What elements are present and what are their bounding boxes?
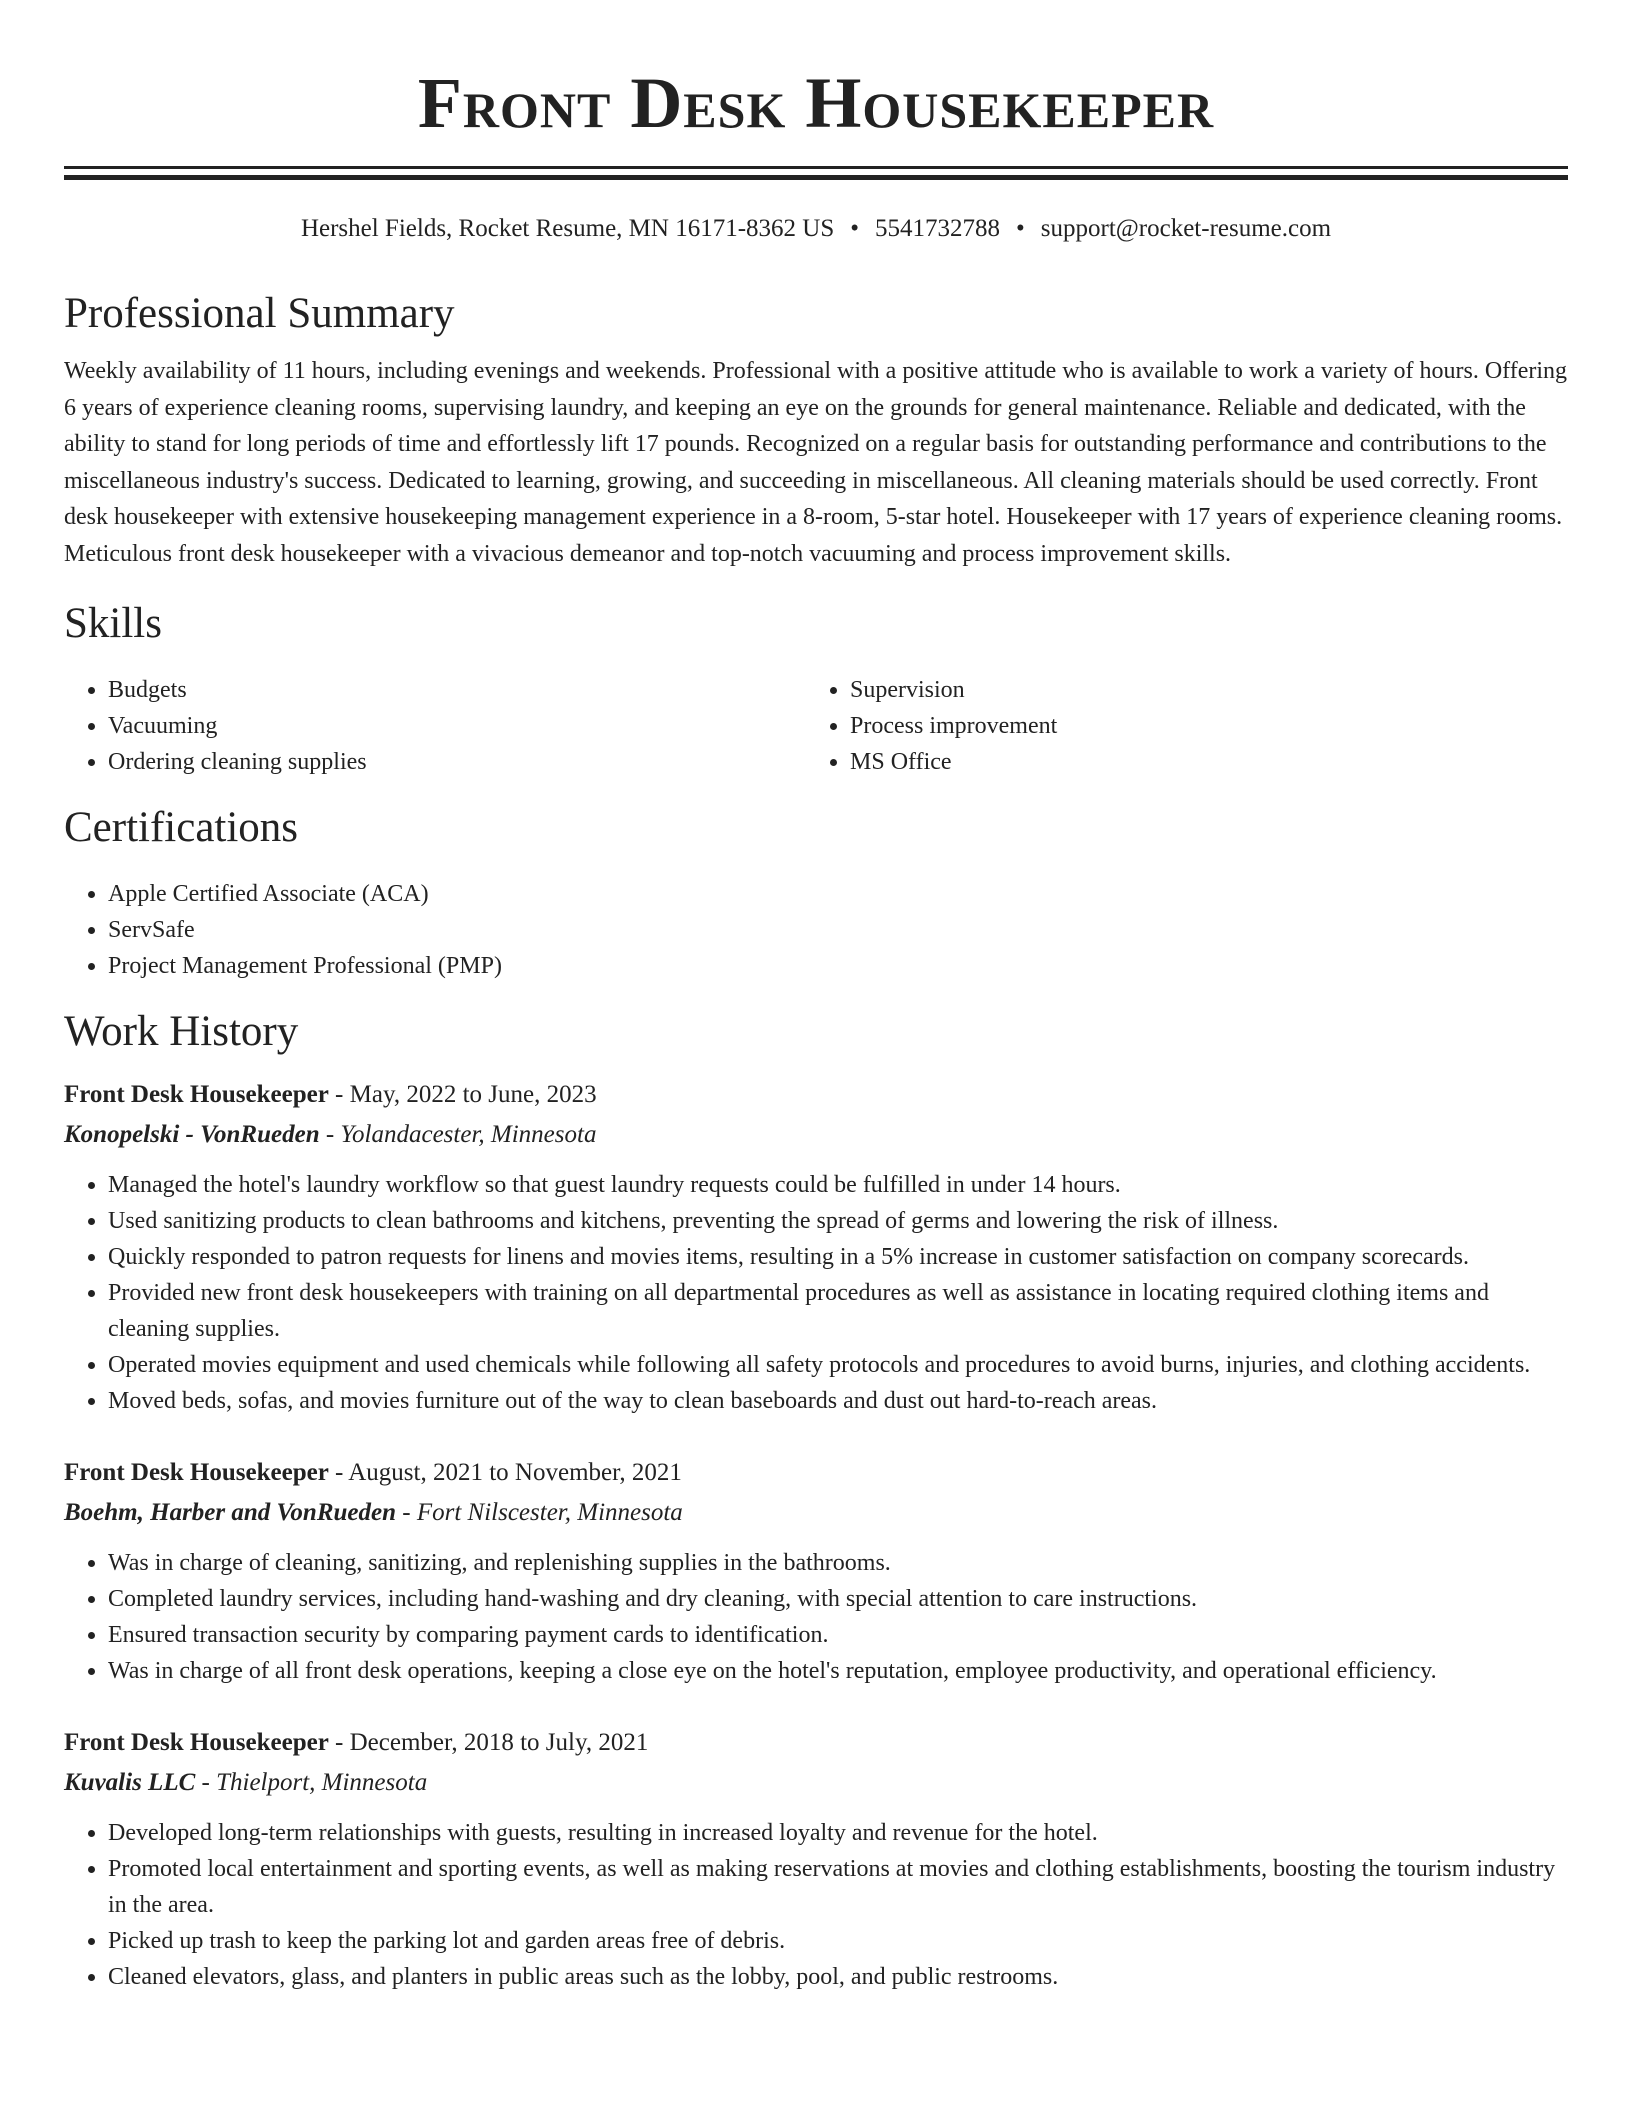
certification-item: • Project Management Professional (PMP): [108, 948, 1568, 984]
contact-line: [64, 212, 1568, 246]
work-history-heading: Work History: [64, 1008, 299, 1055]
summary-heading: Professional Summary: [64, 290, 455, 337]
certifications-list: [64, 876, 1568, 984]
job-bullet: • Picked up trash to keep the parking lot and garden areas free of debris.: [108, 1923, 1568, 1959]
certification-item: • ServSafe: [108, 912, 1568, 948]
job-bullet: • Ensured transaction security by comparing payment cards to identification.: [108, 1617, 1568, 1653]
job-entry: [64, 1453, 1568, 1689]
job-dates: - August, 2021 to November, 2021: [328, 1459, 682, 1486]
job-bullet: • Provided new front desk housekeepers with training on all departmental procedures as well as assistance in locating required clothing items and cleaning supplies.: [108, 1275, 1568, 1347]
job-bullet: • Promoted local entertainment and sporting events, as well as making reservations at movies and clothing establishments, boosting the tourism industry in the area.: [108, 1851, 1568, 1923]
job-bullet: • Operated movies equipment and used chemicals while following all safety protocols and procedures to avoid burns, injuries, and clothing accidents.: [108, 1347, 1568, 1383]
job-company: Boehm, Harber and VonRueden: [64, 1499, 397, 1526]
skills-heading: Skills: [64, 600, 162, 647]
job-entry: [64, 1723, 1568, 1995]
skill-item: • Vacuuming: [108, 708, 806, 744]
job-title-line: [64, 1723, 1568, 1763]
skill-item: • Budgets: [108, 672, 806, 708]
job-bullet: • Was in charge of all front desk operations, keeping a close eye on the hotel's reputation, employee productivity, and operational efficiency.: [108, 1653, 1568, 1689]
job-title: Front Desk Housekeeper: [64, 1081, 329, 1108]
contact-separator: •: [850, 215, 859, 242]
contact-address: Hershel Fields, Rocket Resume, MN 16171-8362 US: [300, 215, 835, 242]
contact-separator: •: [1016, 215, 1025, 242]
contact-email[interactable]: support@rocket-resume.com: [1040, 215, 1332, 242]
skills-grid: [64, 672, 1568, 780]
job-bullet: • Used sanitizing products to clean bathrooms and kitchens, preventing the spread of germs and lowering the risk of illness.: [108, 1203, 1568, 1239]
job-location: - Fort Nilscester, Minnesota: [396, 1499, 683, 1526]
resume-title: Front Desk Housekeeper: [417, 63, 1215, 143]
job-bullet: • Quickly responded to patron requests for linens and movies items, resulting in a 5% increase in customer satisfaction on company scorecards.: [108, 1239, 1568, 1275]
job-bullet: • Completed laundry services, including hand-washing and dry cleaning, with special attention to care instructions.: [108, 1581, 1568, 1617]
job-title: Front Desk Housekeeper: [64, 1729, 329, 1756]
job-company: Konopelski - VonRueden: [64, 1121, 320, 1148]
job-company: Kuvalis LLC: [64, 1769, 196, 1796]
job-bullet: • Moved beds, sofas, and movies furniture out of the way to clean baseboards and dust out hard-to-reach areas.: [108, 1383, 1568, 1419]
job-dates: - December, 2018 to July, 2021: [328, 1729, 649, 1756]
job-title: Front Desk Housekeeper: [64, 1459, 329, 1486]
job-bullet: • Developed long-term relationships with guests, resulting in increased loyalty and revenue for the hotel.: [108, 1815, 1568, 1851]
job-company-line: [64, 1493, 1568, 1532]
job-title-line: [64, 1453, 1568, 1493]
skill-item: • MS Office: [850, 744, 1548, 780]
job-bullets: [64, 1167, 1568, 1419]
contact-phone: 5541732788: [875, 215, 1000, 242]
summary-text: Weekly availability of 11 hours, including evenings and weekends. Professional with a positive attitude who is available to work a variety of hours. Offering 6 years of experience cleaning rooms, supervising laundry, and keeping an eye on the grounds for general maintenance. Reliable and dedicated, with the ability to stand for long periods of time and effortlessly lift 17 pounds. Recognized on a regular basis for outstanding performance and contributions to the miscellaneous industry's success. Dedicated to learning, growing, and succeeding in miscellaneous. All cleaning materials should be used correctly. Front desk housekeeper with extensive housekeeping management experience in a 8-room, 5-star hotel. Housekeeper with 17 years of experience cleaning rooms. Meticulous front desk housekeeper with a vivacious demeanor and top-notch vacuuming and process improvement skills.: [64, 358, 1568, 567]
job-dates: - May, 2022 to June, 2023: [328, 1081, 597, 1108]
job-bullets: [64, 1815, 1568, 1995]
job-location: - Yolandacester, Minnesota: [319, 1121, 597, 1148]
job-bullets: [64, 1545, 1568, 1689]
resume-page: [64, 0, 1568, 1995]
job-company-line: [64, 1763, 1568, 1802]
job-title-line: [64, 1075, 1568, 1115]
skills-column-left: [64, 672, 806, 780]
certifications-heading: Certifications: [64, 804, 299, 851]
job-location: - Thielport, Minnesota: [195, 1769, 428, 1796]
job-bullet: • Was in charge of cleaning, sanitizing, and replenishing supplies in the bathrooms.: [108, 1545, 1568, 1581]
job-bullet: • Cleaned elevators, glass, and planters in public areas such as the lobby, pool, and public restrooms.: [108, 1959, 1568, 1995]
skills-column-right: [806, 672, 1548, 780]
job-entry: [64, 1075, 1568, 1419]
skill-item: • Process improvement: [850, 708, 1548, 744]
title-rule-thick: [64, 175, 1568, 180]
title-rule-thin: [64, 166, 1568, 169]
job-bullet: • Managed the hotel's laundry workflow so that guest laundry requests could be fulfilled in under 14 hours.: [108, 1167, 1568, 1203]
job-company-line: [64, 1115, 1568, 1154]
skills-list-right: [806, 672, 1548, 780]
skill-item: • Supervision: [850, 672, 1548, 708]
skill-item: • Ordering cleaning supplies: [108, 744, 806, 780]
certification-item: • Apple Certified Associate (ACA): [108, 876, 1568, 912]
skills-list-left: [64, 672, 806, 780]
